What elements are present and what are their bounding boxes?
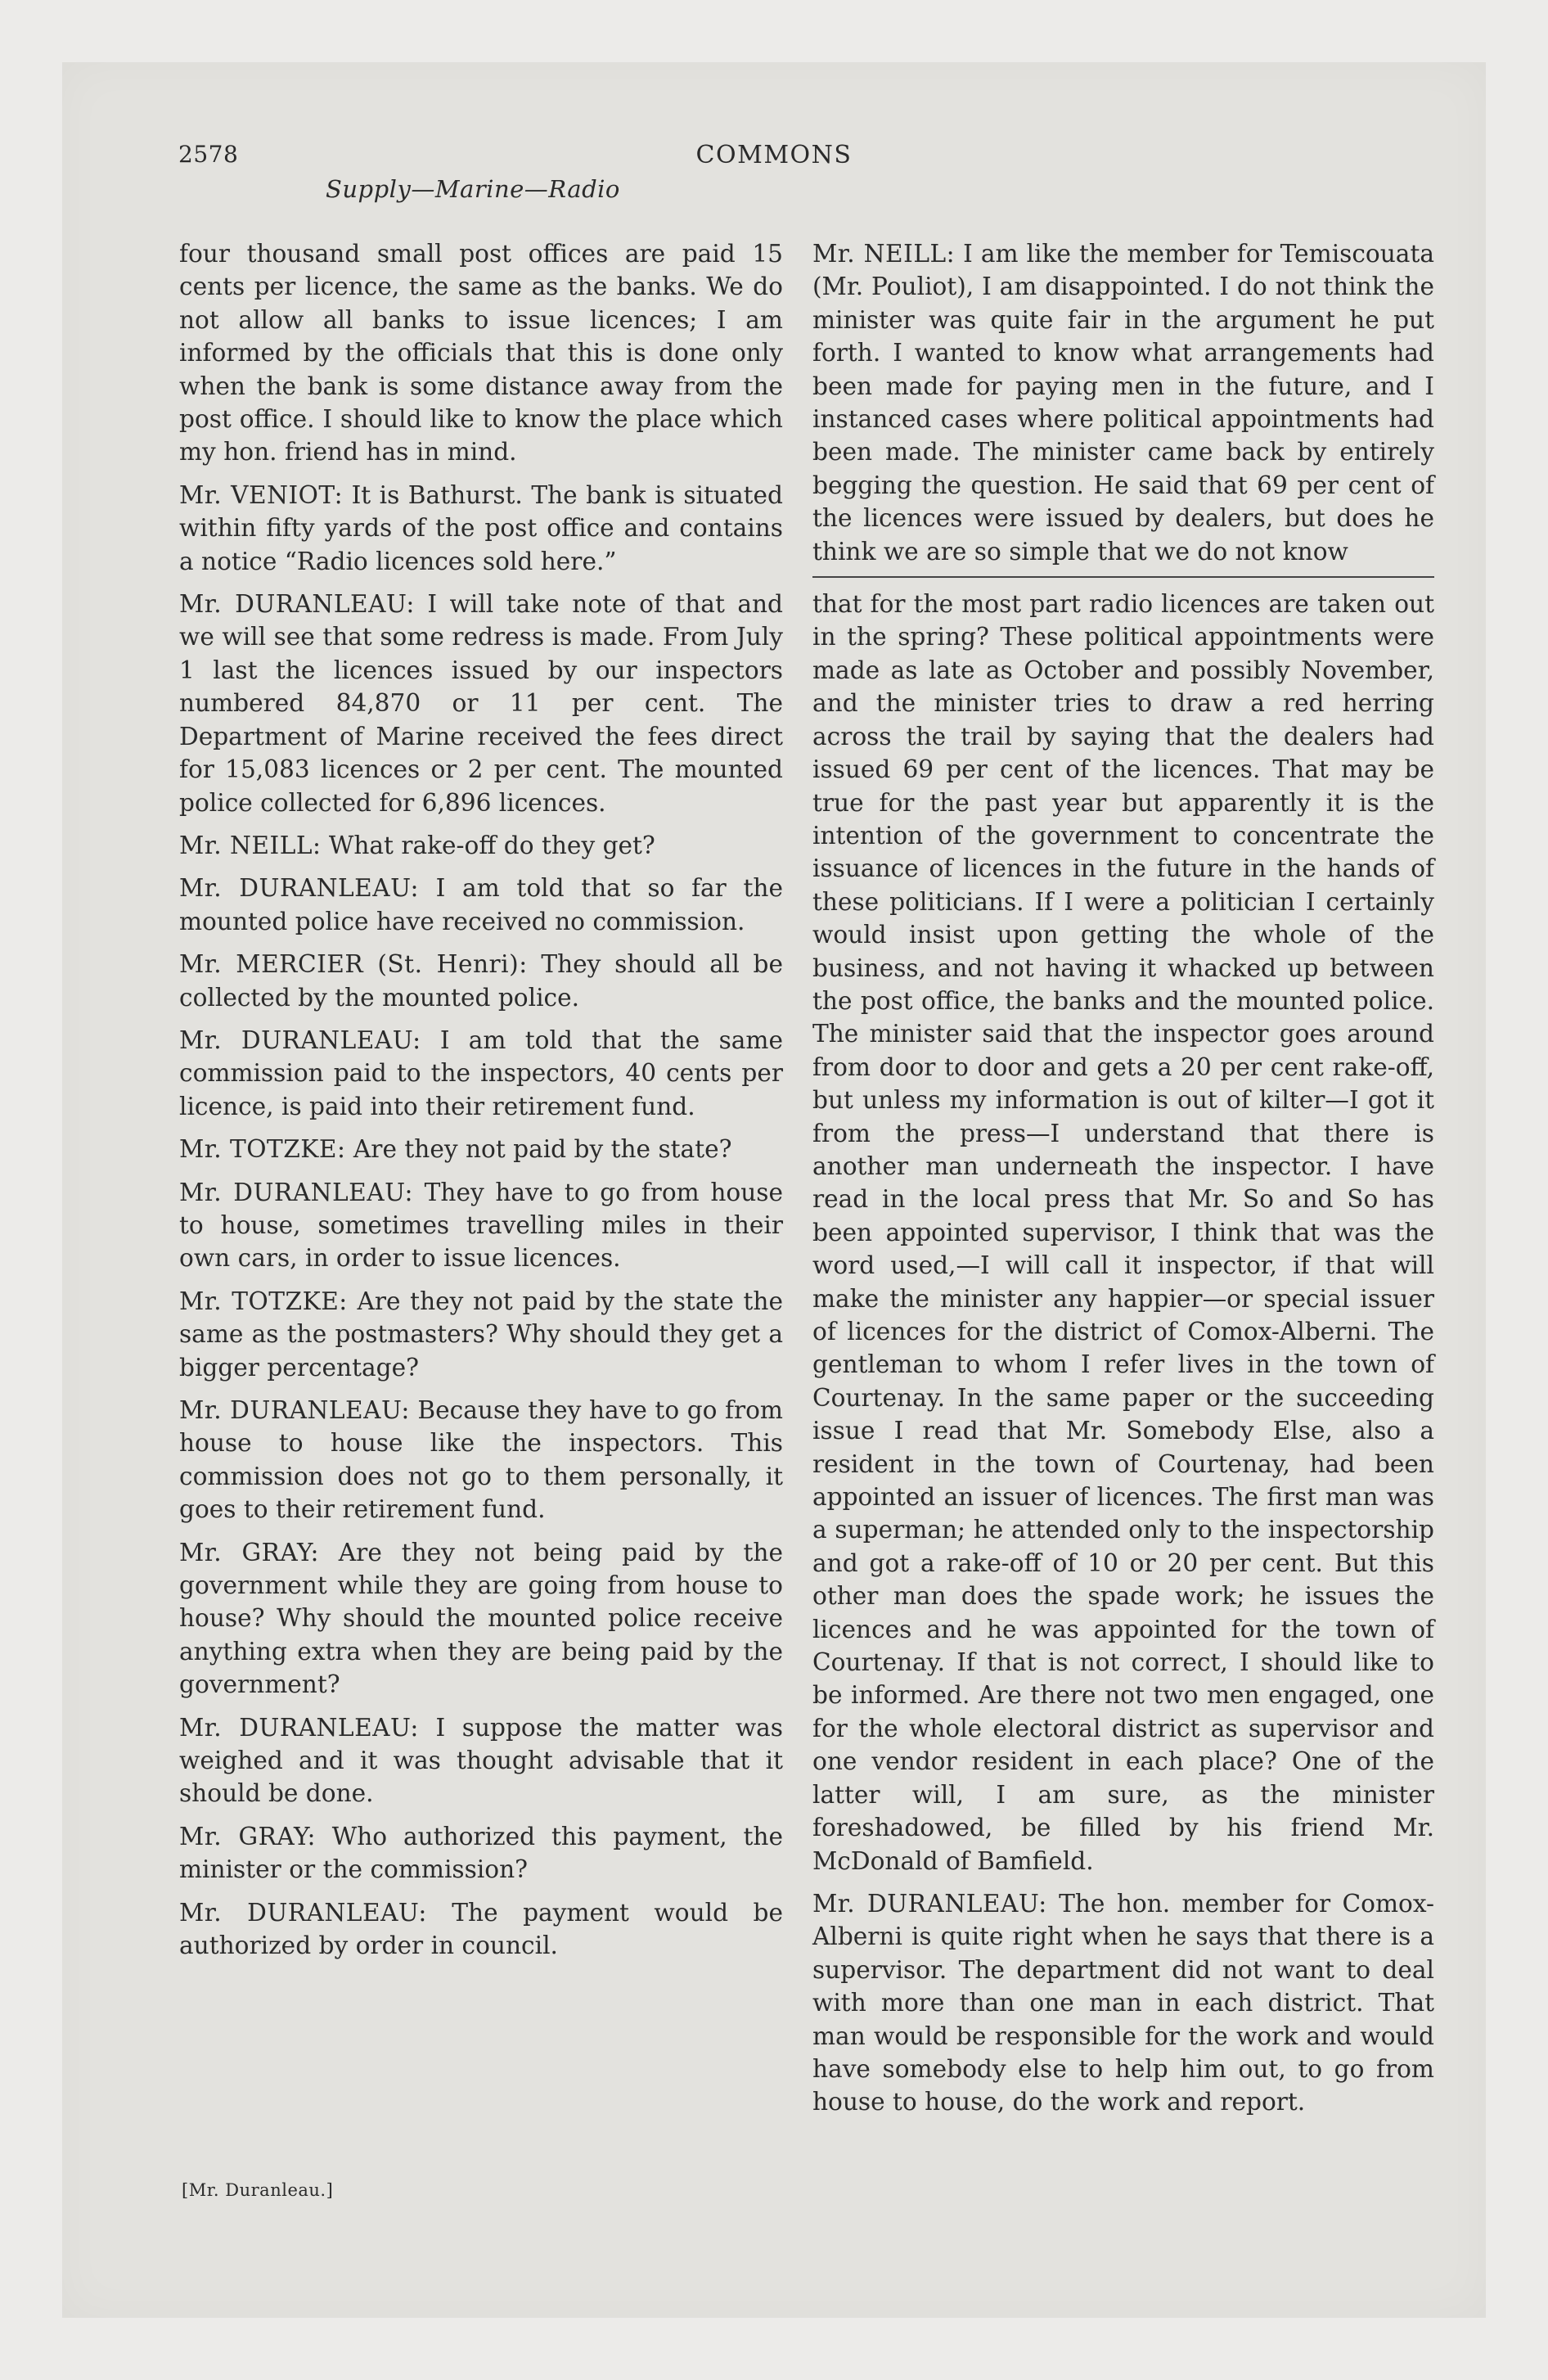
paragraph-text: Are they not paid by the state the same as the postmasters? Why should they get a bigger percentage? [179, 1287, 783, 1382]
paragraph-text: Because they have to go from house to house like the inspectors. This commission does not go to them personally, it goes to their retirement fund. [179, 1396, 783, 1524]
left-column [179, 237, 783, 1963]
paragraph [812, 588, 1434, 1877]
paragraph [179, 479, 783, 578]
paragraph-text: They have to go from house to house, sometimes travelling miles in their own cars, in order to issue licences. [179, 1178, 783, 1273]
speaker-name: Mr. GRAY: [179, 1822, 316, 1850]
section-heading: Supply—Marine—Radio [326, 175, 620, 203]
paragraph [812, 237, 1434, 568]
paragraph [179, 1536, 783, 1702]
speaker-name: Mr. DURANLEAU: [179, 874, 419, 903]
paragraph [179, 1820, 783, 1886]
continuation-note: [Mr. Duranleau.] [182, 2180, 334, 2200]
paragraph-text: I am like the member for Temiscouata (Mr. Pouliot), I am disappointed. I do not think the minister was quite fair in the argument he put forth. I wanted to know what arrangements had been made for paying men in the future, and I instanced cases where political appointments had been made. The minister came back by entirely begging the question. He said that 69 per cent of the licences were issued by dealers, but does he think we are so simple that we do not know [812, 240, 1434, 566]
paragraph [179, 1896, 783, 1963]
speaker-name: Mr. TOTZKE: [179, 1287, 348, 1315]
speaker-name: Mr. DURANLEAU: [179, 590, 415, 619]
running-head: COMMONS [695, 141, 853, 169]
paragraph-text: Are they not being paid by the government while they are going from house to house? Why should the mounted police receive anything extra when they are being paid by the government? [179, 1538, 783, 1699]
paragraph [179, 1711, 783, 1810]
paragraph [179, 588, 783, 819]
right-column [812, 237, 1434, 2119]
paragraph [179, 1394, 783, 1526]
column-divider-rule [812, 576, 1434, 578]
paragraph-text: It is Bathurst. The bank is situated within fifty yards of the post office and contains a notice “Radio licences sold here.” [179, 480, 783, 575]
paragraph-text: They should all be collected by the mounted police. [179, 950, 783, 1012]
speaker-name: Mr. NEILL: [812, 240, 956, 268]
paragraph-text: The hon. member for Comox-Alberni is quite right when he says that there is a supervisor. The department did not want to deal with more than one man in each district. That man would be responsible for the work and would have somebody else to help him out, to go from house to house, do the work and report. [812, 1889, 1434, 2116]
paragraph-text: I am told that so far the mounted police have received no commission. [179, 874, 783, 935]
speaker-name: Mr. DURANLEAU: [179, 1713, 419, 1742]
speaker-name: Mr. DURANLEAU: [812, 1889, 1047, 1918]
speaker-name: Mr. NEILL: [179, 831, 322, 859]
speaker-name: Mr. DURANLEAU: [179, 1898, 427, 1927]
speaker-name: Mr. TOTZKE: [179, 1135, 346, 1164]
speaker-name: Mr. GRAY: [179, 1538, 319, 1566]
paragraph-text: that for the most part radio licences are taken out in the spring? These political appointments were made as late as October and possibly November, and the minister tries to draw a red herring across the trail by saying that the dealers had issued 69 per cent of the licences. That may be true for the past year but apparently it is the intention of the government to concentrate the issuance of licences in the future in the hands of these politicians. If I were a politician I certainly would insist upon getting the whole of the business, and not having it whacked up between the post office, the banks and the mounted police. The minister said that the inspector goes around from door to door and gets a 20 per cent rake-off, but unless my information is out of kilter—I got it from the press—I understand that there is another man underneath the inspector. I have read in the local press that Mr. So and So has been appointed supervisor, I think that was the word used,—I will call it inspector, if that will make the minister any happier—or special issuer of licences for the district of Comox-Alberni. The gentleman to whom I refer lives in the town of Courtenay. In the same paper or the succeeding issue I read that Mr. Somebody Else, also a resident in the town of Courtenay, had been appointed an issuer of licences. The first man was a superman; he attended only to the inspectorship and got a rake-off of 10 or 20 per cent. But this other man does the spade work; he issues the licences and he was appointed for the town of Courtenay. If that is not correct, I should like to be informed. Are there not two men engaged, one for the whole electoral district as supervisor and one vendor resident in each place? One of the latter will, I am sure, as the minister foreshadowed, be filled by his friend Mr. McDonald of Bamfield. [812, 590, 1434, 1875]
speaker-name: Mr. DURANLEAU: [179, 1178, 413, 1206]
paragraph-text: Who authorized this payment, the minister or the commission? [179, 1822, 783, 1884]
page-number: 2578 [178, 141, 239, 168]
paragraph [179, 1133, 783, 1165]
paragraph-text: I will take note of that and we will see that some redress is made. From July 1 last the licences issued by our inspectors numbered 84,870 or 11 per cent. The Department of Marine received the fees direct for 15,083 licences or 2 per cent. The mounted police collected for 6,896 licences. [179, 590, 783, 817]
paragraph [179, 829, 783, 862]
speaker-name: Mr. VENIOT: [179, 480, 344, 509]
paragraph-text: I am told that the same commission paid to the inspectors, 40 cents per licence, is paid into their retirement fund. [179, 1025, 783, 1120]
paragraph [179, 1176, 783, 1275]
paragraph [179, 1285, 783, 1384]
paragraph [179, 1024, 783, 1123]
paragraph [179, 872, 783, 938]
paragraph-text: The payment would be authorized by order in council. [179, 1898, 783, 1960]
paragraph-text: four thousand small post offices are paid 15 cents per licence, the same as the banks. We do not allow all banks to issue licences; I am informed by the officials that this is done only when the bank is some distance away from the post office. I should like to know the place which my hon. friend has in mind. [179, 240, 783, 467]
speaker-name: Mr. MERCIER (St. Henri): [179, 950, 528, 979]
speaker-name: Mr. DURANLEAU: [179, 1396, 410, 1424]
paragraph [812, 1887, 1434, 2119]
paragraph [179, 948, 783, 1014]
speaker-name: Mr. DURANLEAU: [179, 1025, 421, 1054]
paragraph [179, 237, 783, 469]
paragraph-text: What rake-off do they get? [328, 831, 655, 859]
paragraph-text: I suppose the matter was weighed and it was thought advisable that it should be done. [179, 1713, 783, 1808]
paragraph-text: Are they not paid by the state? [353, 1135, 732, 1164]
